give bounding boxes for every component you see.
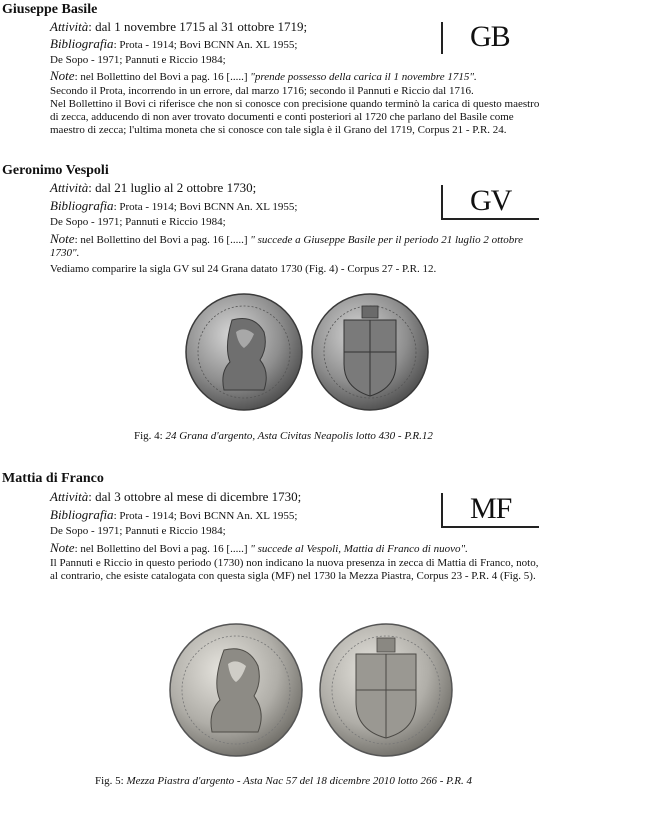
paragraph-line: maestro di zecca; l'ultima moneta che si conosce con tale sigla è il Grano del 1719, Corpus 21 - P.R. 24.: [50, 124, 507, 136]
note-quote: "prende possesso della carica il 1 novembre 1715".: [250, 71, 477, 83]
sigla-divider: [441, 22, 443, 54]
attivita-label: Attività: [50, 180, 89, 195]
coin-reverse: [312, 294, 428, 410]
note-line: [50, 68, 477, 84]
attivita-label: Attività: [50, 489, 89, 504]
coin-obverse: [186, 294, 302, 410]
paragraph-basile: [50, 85, 640, 137]
bibliografia-label: Bibliografia: [50, 198, 114, 213]
paragraph-line: al contrario, che esiste catalogata con questa sigla (MF) nel 1730 la Mezza Piastra, Corpus 23 - P.R. 4 (Fig. 5).: [50, 570, 536, 582]
caption-text: 24 Grana d'argento, Asta Civitas Neapolis lotto 430 - P.R.12: [165, 430, 433, 442]
attivita-line: [50, 19, 307, 35]
bibliografia-line: [50, 507, 297, 523]
sigla-divider: [441, 185, 443, 219]
note-label: Note: [50, 540, 75, 555]
note-quote: " succede al Vespoli, Mattia di Franco di nuovo".: [250, 543, 468, 555]
sigla-gb: GB: [470, 20, 510, 53]
section-title-franco: Mattia di Franco: [2, 471, 104, 486]
bibliografia-value: : Prota - 1914; Bovi BCNN An. XL 1955;: [113, 39, 298, 51]
fig5-coin-image: [168, 620, 458, 760]
fig4-coin-image: [184, 292, 434, 417]
paragraph-line: di zecca, adducendo di non aver trovato documenti e conti posteriori al 1720 che parlano del Basile come: [50, 111, 514, 123]
coin-obverse: [170, 624, 302, 756]
note-quote-continued: 1730".: [50, 247, 80, 259]
caption-text: Mezza Piastra d'argento - Asta Nac 57 del 18 dicembre 2010 lotto 266 - P.R. 4: [126, 775, 472, 787]
sigla-mf: MF: [470, 492, 512, 525]
figure-caption-4: [134, 430, 433, 442]
note-label: Note: [50, 68, 75, 83]
note-prefix: : nel Bollettino del Bovi a pag. 16 [.....]: [74, 543, 251, 555]
paragraph-franco: [50, 557, 640, 583]
bibliografia-label: Bibliografia: [50, 36, 114, 51]
note-line: [50, 540, 468, 556]
bibliografia-label: Bibliografia: [50, 507, 114, 522]
paragraph-line: Il Pannuti e Riccio in questo periodo (1730) non indicano la nuova presenza in zecca di Mattia di Franco, noto,: [50, 557, 539, 569]
bibliografia-continued: De Sopo - 1971; Pannuti e Riccio 1984;: [50, 54, 226, 66]
bibliografia-continued: De Sopo - 1971; Pannuti e Riccio 1984;: [50, 216, 226, 228]
sigla-underline: [441, 218, 539, 220]
note-prefix: : nel Bollettino del Bovi a pag. 16 [.....]: [74, 71, 251, 83]
section-title-vespoli: Geronimo Vespoli: [2, 163, 109, 178]
attivita-line: [50, 180, 256, 196]
bibliografia-continued: De Sopo - 1971; Pannuti e Riccio 1984;: [50, 525, 226, 537]
caption-prefix: Fig. 5:: [95, 775, 127, 787]
attivita-value: : dal 21 luglio al 2 ottobre 1730;: [88, 180, 257, 195]
bibliografia-value: : Prota - 1914; Bovi BCNN An. XL 1955;: [113, 510, 298, 522]
sigla-gv: GV: [470, 184, 512, 217]
sigla-divider: [441, 493, 443, 527]
note-prefix: : nel Bollettino del Bovi a pag. 16 [.....]: [74, 234, 251, 246]
note-line: [50, 231, 523, 247]
paragraph-line: Nel Bollettino il Bovi ci riferisce che non si conosce con precisione quando terminò la carica di questo maestro: [50, 98, 540, 110]
attivita-label: Attività: [50, 19, 89, 34]
note-quote: " succede a Giuseppe Basile per il periodo 21 luglio 2 ottobre: [250, 234, 523, 246]
attivita-value: : dal 1 novembre 1715 al 31 ottobre 1719;: [88, 19, 308, 34]
attivita-value: : dal 3 ottobre al mese di dicembre 1730;: [88, 489, 302, 504]
figure-caption-5: [95, 775, 472, 787]
attivita-line: [50, 489, 301, 505]
bibliografia-line: [50, 198, 297, 214]
bibliografia-value: : Prota - 1914; Bovi BCNN An. XL 1955;: [113, 201, 298, 213]
bibliografia-line: [50, 36, 297, 52]
note-label: Note: [50, 231, 75, 246]
paragraph-line: Secondo il Prota, incorrendo in un errore, dal marzo 1716; secondo il Pannuti e Riccio dal 1716.: [50, 85, 474, 97]
caption-prefix: Fig. 4:: [134, 430, 166, 442]
section-title-basile: Giuseppe Basile: [2, 2, 98, 17]
coin-reverse: [320, 624, 452, 756]
sigla-underline: [441, 526, 539, 528]
paragraph-vespoli: Vediamo comparire la sigla GV sul 24 Grana datato 1730 (Fig. 4) - Corpus 27 - P.R. 12.: [50, 263, 437, 275]
